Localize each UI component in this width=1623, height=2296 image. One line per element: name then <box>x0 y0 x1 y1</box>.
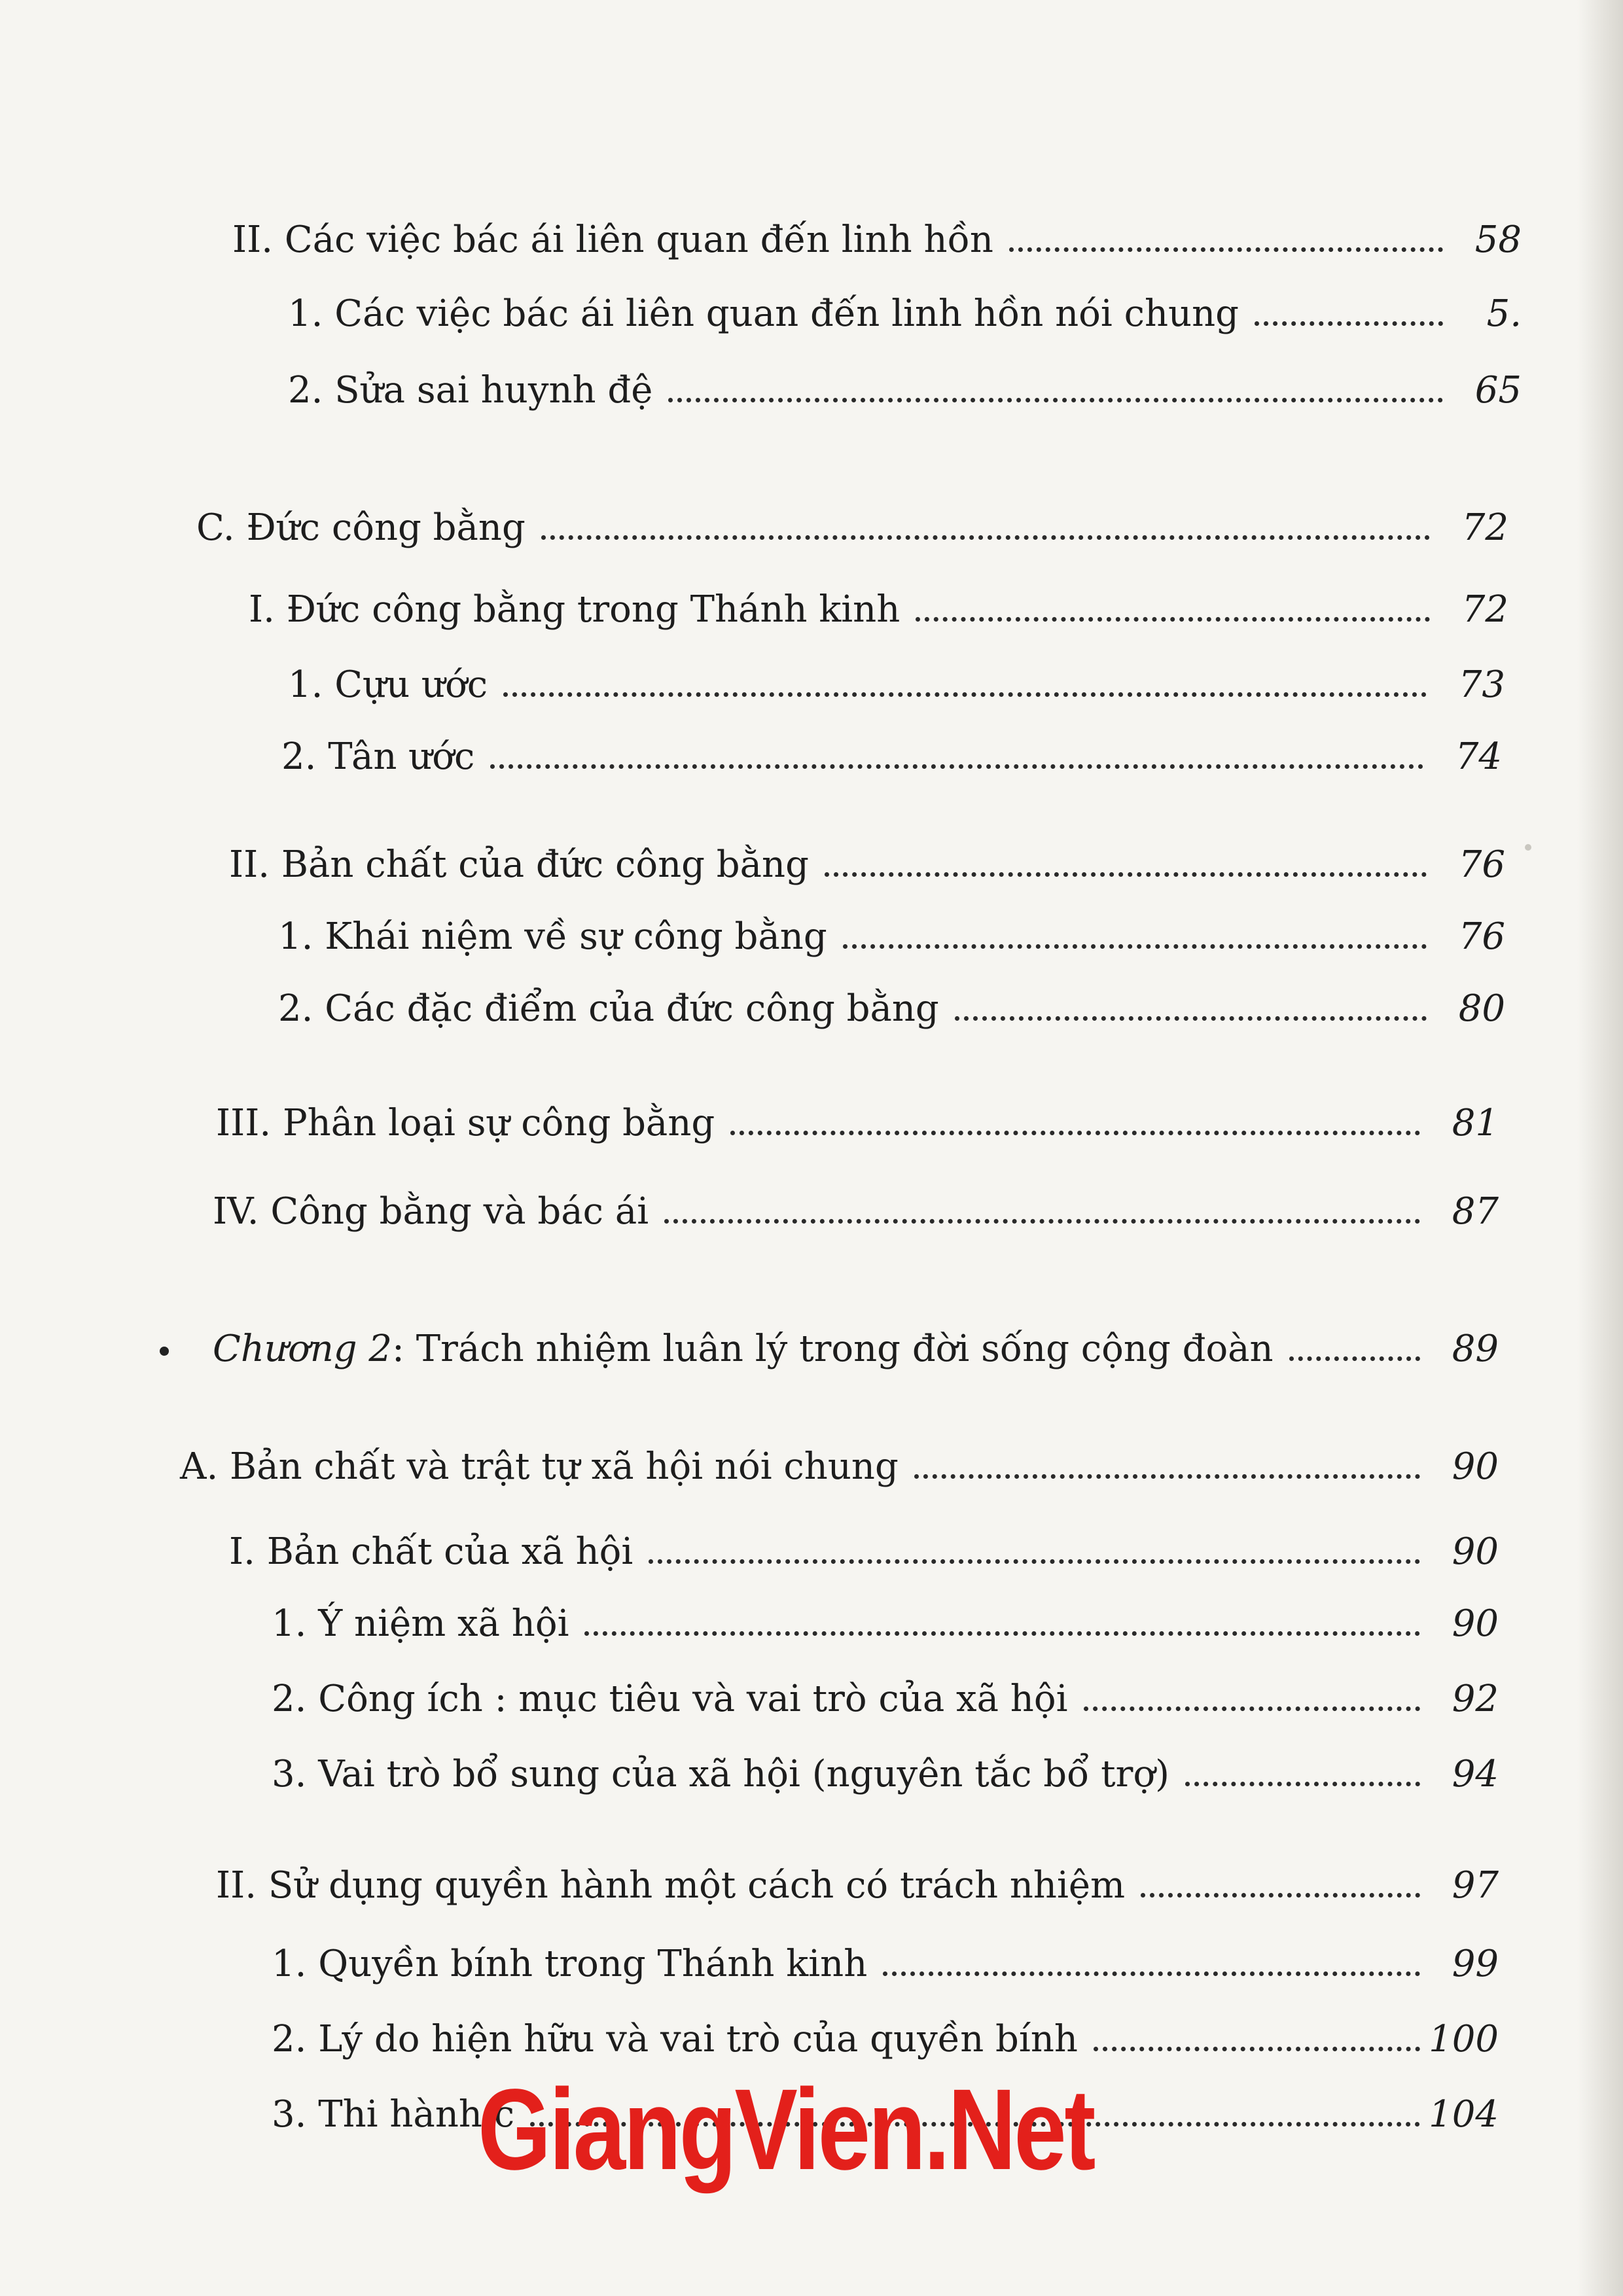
toc-entry[interactable] <box>180 1426 1499 1488</box>
dot-leader <box>825 872 1427 877</box>
toc-entry[interactable] <box>272 1734 1499 1793</box>
dot-leader <box>1255 321 1443 326</box>
toc-entry[interactable] <box>288 645 1505 706</box>
toc-entry[interactable] <box>278 968 1505 1030</box>
toc-entry-page: 5. <box>1486 292 1522 335</box>
toc-entry-page: 87 <box>1452 1190 1499 1233</box>
toc-entry-title: 2. Tân ước <box>281 735 475 778</box>
dot-leader <box>668 398 1443 402</box>
toc-entry-page: 104 <box>1429 2093 1499 2136</box>
toc-entry[interactable] <box>216 1845 1499 1907</box>
toc-entry-title: A. Bản chất và trật tự xã hội nói chung <box>180 1445 899 1488</box>
toc-entry-title: 1. Cựu ước <box>288 663 488 706</box>
toc-chapter-entry[interactable] <box>213 1309 1499 1368</box>
toc-entry-page: 89 <box>1452 1328 1499 1370</box>
toc-entry[interactable] <box>272 1583 1499 1645</box>
dot-leader <box>955 1016 1427 1021</box>
dot-leader <box>1289 1356 1420 1361</box>
toc-entry-title: 2. Lý do hiện hữu và vai trò của quyền bính <box>272 2018 1078 2060</box>
toc-entry-page: 76 <box>1458 915 1505 958</box>
toc-entry-page: 74 <box>1455 735 1502 778</box>
dot-leader <box>490 764 1423 769</box>
toc-entry-title: 3. Thi hành c <box>272 2093 515 2136</box>
dot-leader <box>1185 1782 1420 1786</box>
dot-leader <box>1009 247 1443 252</box>
toc-entry-page: 99 <box>1452 1943 1499 1985</box>
chapter-label: Chương 2 <box>213 1328 393 1370</box>
toc-entry-title: I. Bản chất của xã hội <box>229 1530 633 1573</box>
toc-entry-title: 2. Sửa sai huynh đệ <box>288 369 653 412</box>
toc-entry[interactable] <box>196 487 1508 549</box>
watermark-logo: GiangVien.Net <box>478 2066 1094 2194</box>
dot-leader <box>584 1631 1420 1636</box>
toc-entry-title: II. Các việc bác ái liên quan đến linh hồn <box>232 219 993 261</box>
toc-entry[interactable] <box>272 1924 1499 1983</box>
toc-entry[interactable] <box>288 274 1522 335</box>
toc-entry-page: 81 <box>1452 1102 1499 1144</box>
toc-entry-page: 58 <box>1474 219 1522 261</box>
toc-entry-title: 1. Các việc bác ái liên quan đến linh hồn nói chung <box>288 292 1239 335</box>
toc-entry-title: 1. Khái niệm về sự công bằng <box>278 915 827 958</box>
dot-leader <box>883 1971 1420 1976</box>
dot-leader <box>649 1559 1420 1564</box>
toc-entry-title <box>213 1328 1289 1370</box>
toc-entry[interactable] <box>229 824 1505 886</box>
toc-entry-title: 1. Quyền bính trong Thánh kinh <box>272 1943 868 1985</box>
toc-entry-page: 92 <box>1452 1678 1499 1720</box>
toc-entry[interactable] <box>216 1083 1499 1142</box>
toc-entry-page: 73 <box>1458 663 1505 706</box>
toc-entry[interactable] <box>278 896 1505 958</box>
toc-entry-title: II. Sử dụng quyền hành một cách có trách nhiệm <box>216 1864 1126 1907</box>
toc-entry-page: 76 <box>1458 843 1505 886</box>
toc-entry-title: 2. Công ích : mục tiêu và vai trò của xã hội <box>272 1678 1068 1720</box>
toc-entry-page: 90 <box>1452 1445 1499 1488</box>
toc-entry-title: 3. Vai trò bổ sung của xã hội (nguyên tắc bổ trợ) <box>272 1753 1169 1795</box>
toc-entry-page: 80 <box>1458 987 1505 1030</box>
toc-entry-page: 90 <box>1452 1602 1499 1645</box>
toc-entry[interactable] <box>232 200 1522 261</box>
dot-leader <box>541 535 1430 540</box>
dot-leader <box>914 1474 1420 1479</box>
toc-entry[interactable] <box>281 716 1502 778</box>
dot-leader <box>664 1219 1420 1224</box>
toc-entry[interactable] <box>272 1659 1499 1718</box>
dot-leader <box>1084 1706 1421 1711</box>
dot-leader <box>916 617 1430 622</box>
dot-leader <box>843 944 1427 949</box>
toc-entry-page: 90 <box>1452 1530 1499 1573</box>
toc-entry-title: IV. Công bằng và bác ái <box>213 1190 649 1233</box>
toc-entry-page: 97 <box>1452 1864 1499 1907</box>
toc-entry[interactable] <box>272 1999 1499 2058</box>
toc-entry[interactable] <box>213 1171 1499 1233</box>
toc-entry[interactable] <box>229 1511 1499 1573</box>
toc-entry[interactable] <box>249 569 1508 631</box>
toc-entry-page: 100 <box>1429 2018 1499 2060</box>
toc-entry-page: 94 <box>1452 1753 1499 1795</box>
toc-entry-title: C. Đức công bằng <box>196 506 526 549</box>
dot-leader <box>1141 1893 1420 1898</box>
toc-entry-title: I. Đức công bằng trong Thánh kinh <box>249 588 901 631</box>
toc-entry-title: II. Bản chất của đức công bằng <box>229 843 809 886</box>
toc-entry-title: 1. Ý niệm xã hội <box>272 1602 569 1645</box>
toc-entry-title: III. Phân loại sự công bằng <box>216 1102 715 1144</box>
dot-leader <box>503 692 1427 697</box>
toc-entry-page: 72 <box>1461 588 1508 631</box>
chapter-title: : Trách nhiệm luân lý trong đời sống cộng đoàn <box>392 1328 1274 1370</box>
toc-entry-page: 65 <box>1474 369 1522 412</box>
toc-entry-page: 72 <box>1461 506 1508 549</box>
toc-entry[interactable] <box>288 350 1522 412</box>
bullet-icon <box>160 1347 169 1356</box>
dot-leader <box>730 1131 1420 1135</box>
dot-leader <box>1094 2047 1420 2051</box>
toc-entry-title: 2. Các đặc điểm của đức công bằng <box>278 987 939 1030</box>
